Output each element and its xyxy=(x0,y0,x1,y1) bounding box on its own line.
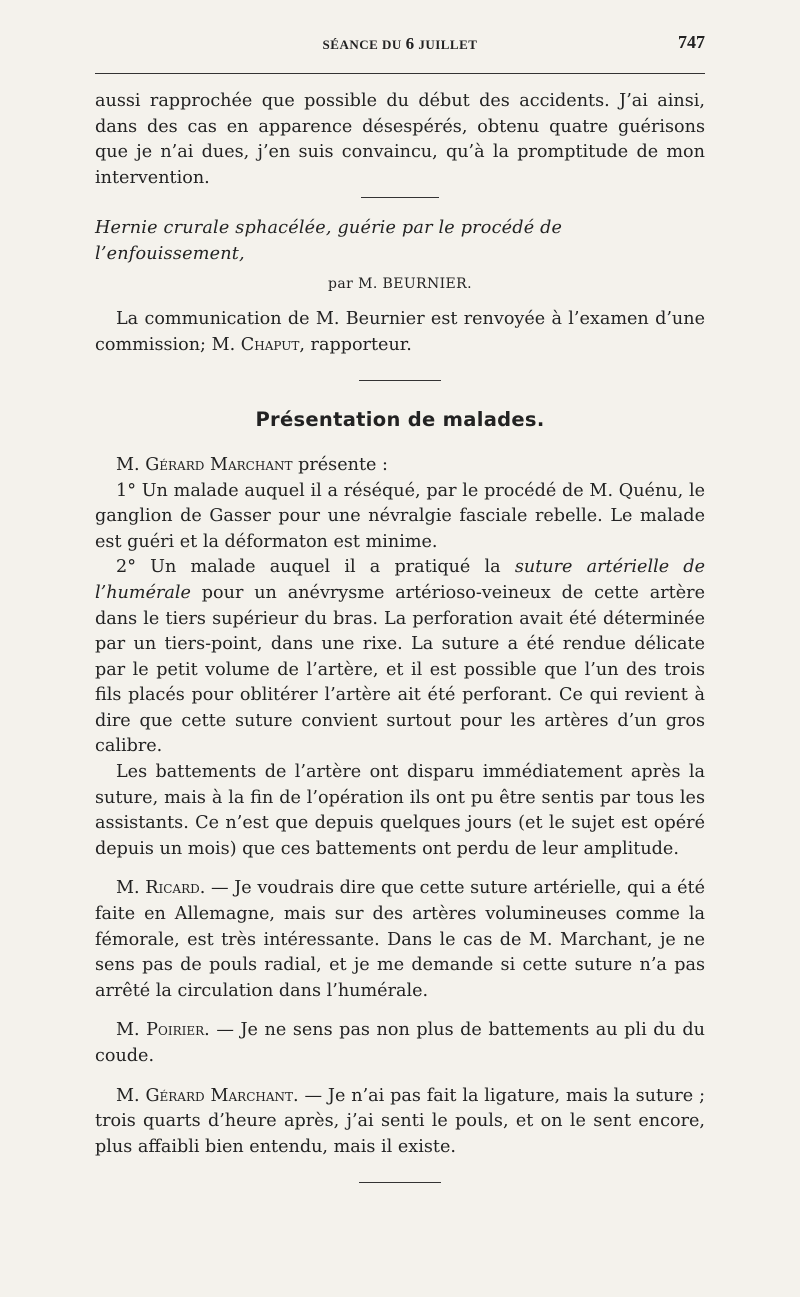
running-header xyxy=(95,34,705,58)
header-title-post: JUILLET xyxy=(414,37,478,52)
section-title: Présentation de malades. xyxy=(255,408,545,432)
item2-italic: suture artérielle de l’humérale xyxy=(95,557,705,603)
opening-paragraph: aussi rapprochée que possible du début des accidents. J’ai ainsi, dans des cas en apparence désespérés, obtenu quatre guérisons que je n’ai dues, j’en suis convaincu, qu’à la promptitude de mon intervention. xyxy=(95,91,705,188)
header-title-number: 6 xyxy=(405,34,415,53)
presentation-intro xyxy=(95,453,705,479)
header-title-pre: SÉANCE DU xyxy=(322,37,406,52)
hernia-byline: par M. BEURNIER. xyxy=(328,275,472,292)
discussion-marchant xyxy=(95,1084,705,1161)
discussion-text: . — Je ne sens pas non plus de battements au pli du du coude. xyxy=(95,1020,706,1066)
hernia-paragraph xyxy=(95,307,705,358)
speaker-name: M. Gérard Marchant xyxy=(116,454,293,475)
separator-rule xyxy=(359,1182,441,1183)
header-rule xyxy=(95,73,705,74)
hernia-text: La communication de M. Beurnier est renvoyée à l’examen d’une commission; M. xyxy=(95,309,705,355)
presentation-item-2 xyxy=(95,555,705,760)
discussion-text: . — Je voudrais dire que cette suture artérielle, qui a été faite en Allemagne, mais sur des artères volumineuses comme la fémorale, est très intéressante. Dans le cas de M. Marchant, je ne sens pas de pouls radial, et je me demande si cette suture n’a pas arrêté la circulation dans l’humérale. xyxy=(95,878,705,1001)
hernia-text-end: , rapporteur. xyxy=(299,334,412,355)
beats-paragraph: Les battements de l’artère ont disparu immédiatement après la suture, mais à la fin de l’opération ils ont pu être sentis par tous les assistants. Ce n’est que depuis quelques jours (et le sujet est opéré depuis un mois) que ces battements ont perdu de leur amplitude. xyxy=(95,762,705,859)
separator-rule xyxy=(361,197,439,198)
hernia-title: Hernie crurale sphacélée, guérie par le procédé de l’enfouissement, xyxy=(95,218,563,264)
speaker-name: M. Gérard Marchant xyxy=(116,1085,294,1106)
intro-text: présente : xyxy=(292,454,388,475)
discussion-poirier xyxy=(95,1018,705,1069)
item2-text-end: pour un anévrysme artérioso-veineux de cette artère dans le tiers supérieur du bras. La perforation avait été déterminée par un tiers-point, dans une rixe. La suture a été rendue délicate par le petit volume de l’artère, et il est possible que l’un des trois fils placés pour oblitérer l’artère ait été perforant. Ce qui revient à dire que cette suture convient surtout pour les artères d’un gros calibre. xyxy=(95,582,705,757)
speaker-name: M. Poirier xyxy=(116,1020,205,1041)
rapporteur-name: Chaput xyxy=(240,334,300,355)
speaker-name: M. Ricard xyxy=(116,878,200,899)
discussion-ricard xyxy=(95,876,705,1004)
body-text xyxy=(95,89,705,1183)
item2-text: 2° Un malade auquel il a pratiqué la xyxy=(116,557,515,578)
header-title xyxy=(95,34,705,54)
page-number: 747 xyxy=(678,32,705,52)
separator-rule xyxy=(359,380,441,381)
discussion-text: . — Je n’ai pas fait la ligature, mais la suture ; trois quarts d’heure après, j’ai senti le pouls, et on le sent encore, plus affaibli bien entendu, mais il existe. xyxy=(95,1085,705,1157)
presentation-item-1: 1° Un malade auquel il a réséqué, par le procédé de M. Quénu, le ganglion de Gasser pour une névralgie fasciale rebelle. Le malade est guéri et la déformaton est minime. xyxy=(95,480,705,552)
